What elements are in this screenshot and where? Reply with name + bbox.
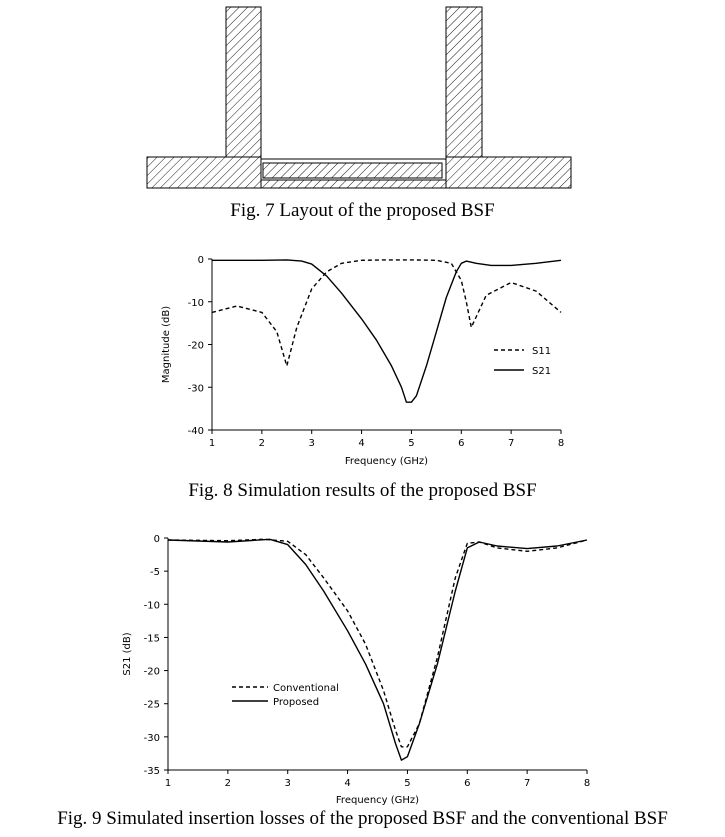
x-tick-label: 6 [458,438,465,449]
y-tick-label: 0 [153,534,160,545]
legend-label-proposed: Proposed [273,697,320,708]
x-tick-label: 5 [404,778,411,789]
x-tick-label: 3 [308,438,315,449]
x-tick-label: 5 [408,438,415,449]
y-tick-label: -10 [187,297,204,309]
x-axis-label: Frequency (GHz) [344,456,429,467]
fig9-caption: Fig. 9 Simulated insertion losses of the proposed BSF and the conventional BSF [57,808,668,829]
x-tick-label: 7 [523,778,531,789]
y-tick-label: -40 [187,426,204,437]
x-tick-label: 4 [358,438,365,449]
y-tick-label: -5 [150,567,160,579]
x-tick-label: 1 [208,438,216,449]
series-line-s21 [212,260,561,402]
fig8-caption: Fig. 8 Simulation results of the proposed BSF [188,480,537,501]
x-tick-label: 3 [284,778,291,789]
x-tick-label: 7 [507,438,515,449]
x-tick-label: 1 [164,778,172,789]
x-tick-label: 8 [557,438,565,449]
x-tick-label: 8 [583,778,591,789]
y-tick-label: -20 [187,340,204,352]
x-tick-label: 2 [258,438,266,449]
legend-label-s11: S11 [532,346,552,357]
y-tick-label: -25 [143,699,160,711]
y-axis-label: S21 (dB) [122,632,133,676]
legend-label-conventional: Conventional [273,683,339,694]
y-tick-label: 0 [197,255,204,266]
x-tick-label: 4 [344,778,351,789]
y-tick-label: -35 [143,766,160,777]
fig7-caption: Fig. 7 Layout of the proposed BSF [230,200,495,221]
y-tick-label: -30 [143,732,160,744]
y-tick-label: -20 [143,666,160,678]
x-tick-label: 2 [224,778,232,789]
y-tick-label: -10 [143,600,160,612]
x-tick-label: 6 [464,778,471,789]
y-tick-label: -30 [187,383,204,395]
y-tick-label: -15 [143,633,160,645]
x-axis-label: Frequency (GHz) [335,795,420,806]
legend-label-s21: S21 [532,366,552,377]
y-axis-label: Magnitude (dB) [161,305,172,384]
